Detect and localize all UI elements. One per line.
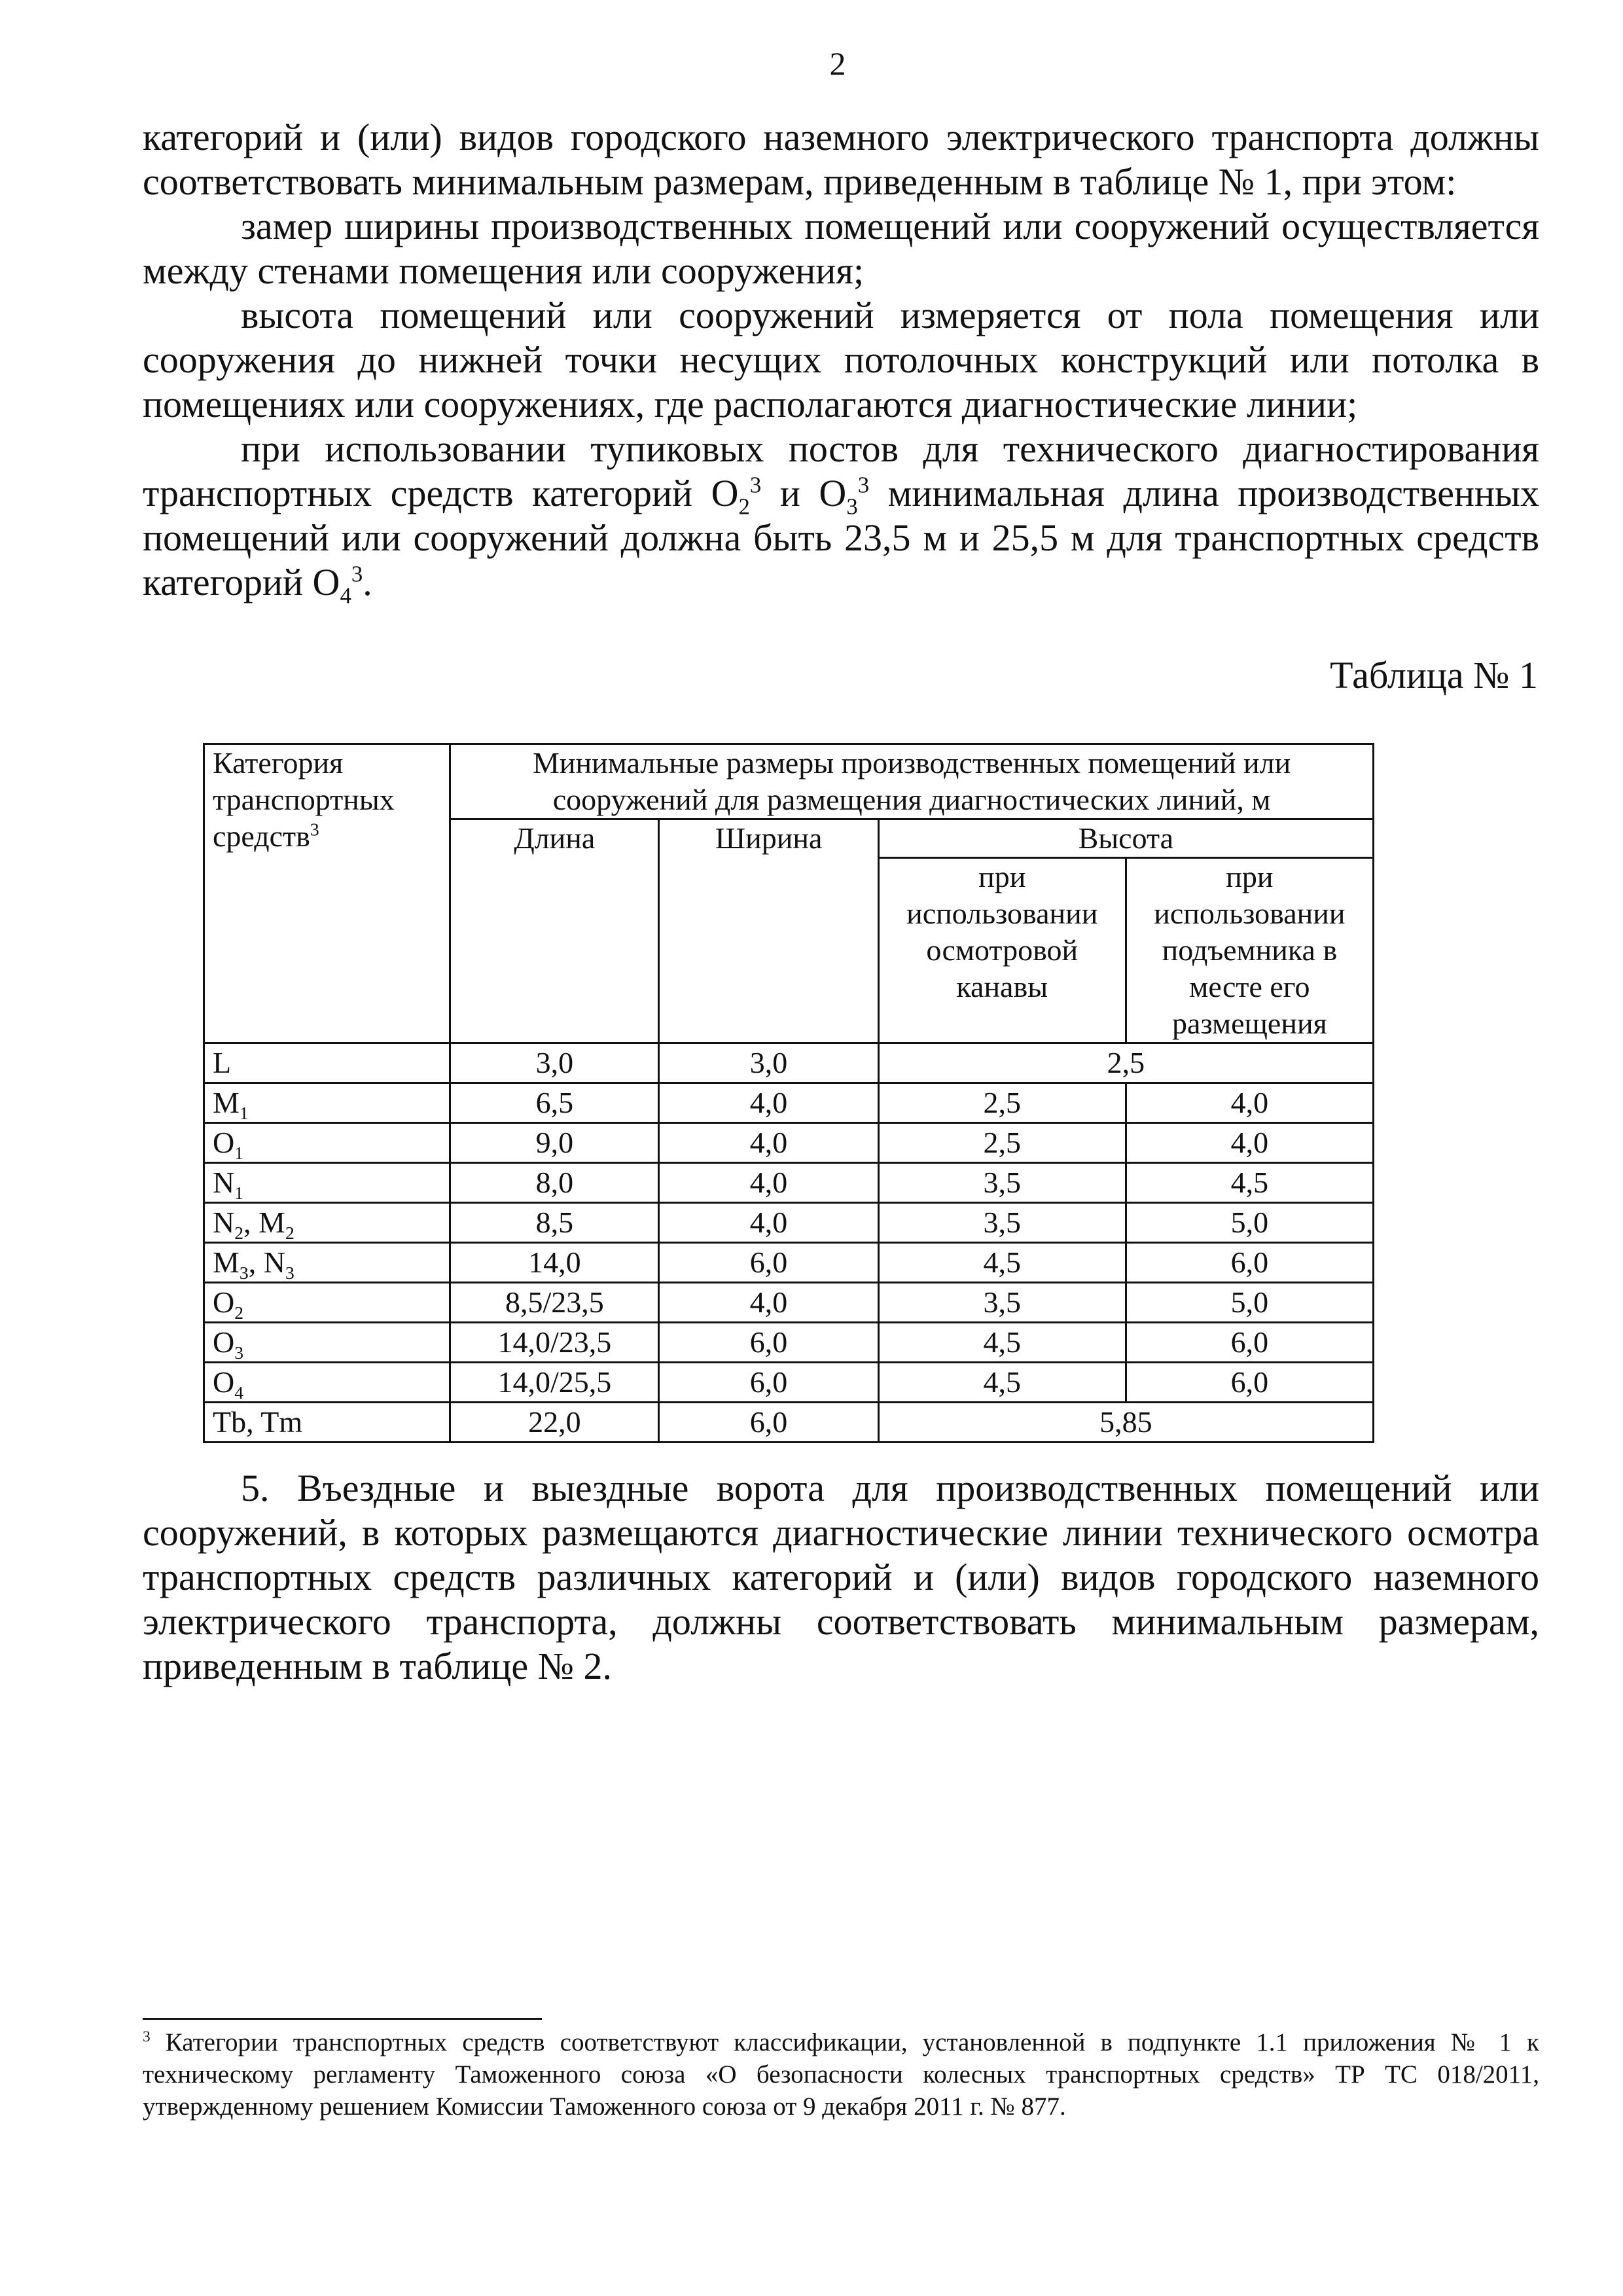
- table-header-row-1: [204, 744, 1374, 819]
- cell-height-merged: 5,85: [878, 1403, 1373, 1443]
- p4-sup-3: 3: [351, 561, 363, 587]
- cat-sub: 1: [239, 1103, 249, 1124]
- p4-sup-1: 3: [749, 472, 762, 498]
- page-number: 2: [829, 45, 846, 82]
- p4-part-d: .: [363, 561, 372, 603]
- header-category-label: Категория транспортных средств: [213, 746, 395, 853]
- footnote: [143, 2026, 1539, 2123]
- cat-sub: 1: [234, 1143, 244, 1164]
- footnote-marker: 3: [143, 2028, 151, 2045]
- footnote-text: Категории транспортных средств соответствуют классификации, установленной в подпункте 1.1 приложения № 1 к техническому регламенту Таможенного союза «О безопасности колесных транспортных средств» ТР ТС 018/2011, утвержденному решением Комиссии Таможенного союза от 9 декабря 2011 г. № 877.: [143, 2028, 1539, 2121]
- cell-category: [204, 1123, 450, 1163]
- cell-length: 8,0: [450, 1163, 659, 1203]
- cell-length: 8,5/23,5: [450, 1283, 659, 1323]
- header-width: Ширина: [659, 819, 878, 1043]
- table-row: [204, 1243, 1374, 1283]
- cell-length: 3,0: [450, 1043, 659, 1083]
- cat-sep: ,: [243, 1206, 259, 1239]
- p4-sub-1: 2: [738, 493, 750, 520]
- cat-base: O: [213, 1126, 235, 1159]
- p4-part-c: минимальная длина производственных помещений или сооружений должна быть 23,5 м и 25,5 м для транспортных средств категорий О: [143, 472, 1539, 603]
- dimensions-table: [203, 743, 1374, 1443]
- cat-sub: 2: [234, 1302, 244, 1323]
- cell-height-lift: 6,0: [1126, 1243, 1373, 1283]
- footnote-divider: [143, 2018, 542, 2020]
- cat-base: O: [213, 1325, 235, 1359]
- cell-height-lift: 4,0: [1126, 1123, 1373, 1163]
- cell-width: 6,0: [659, 1243, 878, 1283]
- cell-length: 22,0: [450, 1403, 659, 1443]
- cell-category: [204, 1283, 450, 1323]
- cell-height-pit: 3,5: [878, 1163, 1126, 1203]
- header-height: Высота: [878, 819, 1373, 858]
- cell-height-pit: 2,5: [878, 1123, 1126, 1163]
- table-caption: Таблица № 1: [1330, 654, 1538, 696]
- cat-b: M: [259, 1206, 285, 1239]
- intro-paragraph-3: высота помещений или сооружений измеряется от пола помещения или сооружения до нижней точки несущих потолочных конструкций или потолка в помещениях или сооружениях, где располагаются диагностические линии;: [143, 294, 1539, 425]
- cell-length: 14,0/23,5: [450, 1323, 659, 1363]
- header-category-sup: 3: [310, 819, 319, 840]
- table-row: [204, 1283, 1374, 1323]
- cell-length: 9,0: [450, 1123, 659, 1163]
- cat-base: O: [213, 1285, 235, 1319]
- p4-sup-2: 3: [857, 472, 870, 498]
- cell-height-lift: 4,0: [1126, 1083, 1373, 1123]
- intro-text: [143, 115, 1539, 609]
- cell-height-pit: 4,5: [878, 1363, 1126, 1403]
- cell-height-pit: 4,5: [878, 1323, 1126, 1363]
- cat-sub: 3: [234, 1342, 244, 1363]
- cell-height-lift: 5,0: [1126, 1283, 1373, 1323]
- cell-width: 6,0: [659, 1323, 878, 1363]
- cell-width: 4,0: [659, 1283, 878, 1323]
- table-row: [204, 1403, 1374, 1443]
- intro-paragraph-4: [143, 427, 1539, 609]
- p4-part-b: и О: [761, 472, 847, 514]
- table-row: [204, 1163, 1374, 1203]
- p4-part-a: при использовании тупиковых постов для технического диагностирования транспортных средств категорий О: [143, 427, 1539, 514]
- cell-category: L: [204, 1043, 450, 1083]
- cat-base: O: [213, 1365, 235, 1399]
- header-category: [204, 744, 450, 1043]
- cell-category: [204, 1363, 450, 1403]
- cell-width: 6,0: [659, 1403, 878, 1443]
- cat-sep: ,: [248, 1246, 264, 1279]
- cell-length: 6,5: [450, 1083, 659, 1123]
- cat-b-sub: 3: [285, 1263, 294, 1283]
- cell-width: 6,0: [659, 1363, 878, 1403]
- cell-category: [204, 1083, 450, 1123]
- p4-sub-2: 3: [846, 493, 858, 520]
- cat-a-sub: 2: [234, 1223, 244, 1244]
- cell-length: 14,0/25,5: [450, 1363, 659, 1403]
- section-5-paragraph: 5. Въездные и выездные ворота для производственных помещений или сооружений, в которых размещаются диагностические линии технического осмотра транспортных средств различных категорий и (или) видов городского наземного электрического транспорта, должны соответствовать минимальным размерам, приведенным в таблице № 2.: [143, 1467, 1539, 1687]
- cell-height-merged: 2,5: [878, 1043, 1373, 1083]
- cell-height-lift: 5,0: [1126, 1203, 1373, 1243]
- table-row: [204, 1043, 1374, 1083]
- header-height-pit: при использовании осмотровой канавы: [878, 858, 1126, 1043]
- cat-base: N: [213, 1166, 235, 1199]
- intro-paragraph-2: замер ширины производственных помещений или сооружений осуществляется между стенами помещения или сооружения;: [143, 205, 1539, 292]
- cell-category: [204, 1203, 450, 1243]
- cell-category: [204, 1243, 450, 1283]
- cell-category: [204, 1163, 450, 1203]
- cell-width: 4,0: [659, 1163, 878, 1203]
- table-row: [204, 1083, 1374, 1123]
- table-row: [204, 1323, 1374, 1363]
- cell-width: 4,0: [659, 1083, 878, 1123]
- cell-height-pit: 3,5: [878, 1203, 1126, 1243]
- cell-height-lift: 6,0: [1126, 1323, 1373, 1363]
- cat-b-sub: 2: [285, 1223, 294, 1244]
- cell-length: 14,0: [450, 1243, 659, 1283]
- cell-width: 3,0: [659, 1043, 878, 1083]
- cell-width: 4,0: [659, 1203, 878, 1243]
- intro-paragraph-1: категорий и (или) видов городского наземного электрического транспорта должны соответствовать минимальным размерам, приведенным в таблице № 1, при этом:: [143, 116, 1539, 203]
- table-row: [204, 1203, 1374, 1243]
- cell-category: Tb, Tm: [204, 1403, 450, 1443]
- cell-height-pit: 3,5: [878, 1283, 1126, 1323]
- table-row: [204, 1363, 1374, 1403]
- cat-a-sub: 3: [239, 1263, 249, 1283]
- cell-category: [204, 1323, 450, 1363]
- header-length: Длина: [450, 819, 659, 1043]
- cat-b: N: [263, 1246, 285, 1279]
- section-5: [143, 1466, 1539, 1689]
- cat-a: N: [213, 1206, 235, 1239]
- cat-sub: 1: [234, 1183, 244, 1204]
- cell-height-pit: 4,5: [878, 1243, 1126, 1283]
- table-row: [204, 1123, 1374, 1163]
- cell-width: 4,0: [659, 1123, 878, 1163]
- cat-a: M: [213, 1246, 240, 1279]
- cat-base: M: [213, 1086, 240, 1119]
- cell-height-pit: 2,5: [878, 1083, 1126, 1123]
- header-group: Минимальные размеры производственных помещений или сооружений для размещения диагностических линий, м: [450, 744, 1374, 819]
- cell-length: 8,5: [450, 1203, 659, 1243]
- cell-height-lift: 4,5: [1126, 1163, 1373, 1203]
- p4-sub-3: 4: [340, 583, 351, 609]
- cat-sub: 4: [234, 1382, 244, 1403]
- header-height-lift: при использовании подъемника в месте его размещения: [1126, 858, 1373, 1043]
- cell-height-lift: 6,0: [1126, 1363, 1373, 1403]
